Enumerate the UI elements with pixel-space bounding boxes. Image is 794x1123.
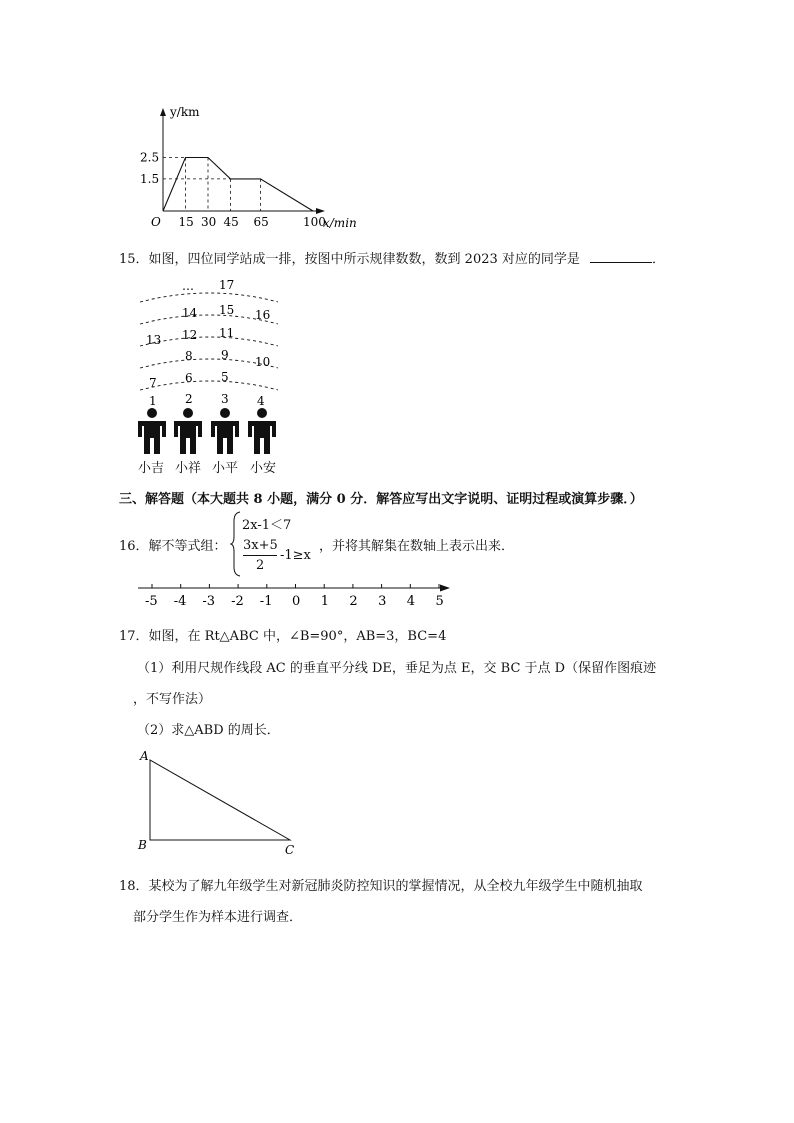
number-line-label: 4 bbox=[406, 594, 416, 609]
num-3: 3 bbox=[221, 392, 229, 406]
arc bbox=[140, 381, 278, 390]
vertex-c-label: C bbox=[285, 843, 295, 857]
vertex-a-label: A bbox=[140, 749, 149, 763]
q15-end: ． bbox=[652, 252, 666, 267]
q15-answer-blank[interactable] bbox=[590, 250, 652, 263]
brace bbox=[230, 511, 242, 577]
number-line-label: -2 bbox=[231, 594, 244, 609]
num-12: 12 bbox=[182, 328, 198, 342]
student-name-1: 小吉 bbox=[138, 461, 165, 476]
person-icon bbox=[138, 408, 166, 454]
inequality-1: 2x-1＜7 bbox=[242, 518, 292, 533]
x-axis-label: x/min bbox=[323, 216, 357, 230]
num-17: 17 bbox=[219, 278, 235, 292]
number-line-label: 0 bbox=[292, 594, 301, 609]
inequality-2-tail: -1≥x bbox=[280, 548, 311, 563]
x-tick-label: 65 bbox=[253, 215, 269, 229]
fraction-bar bbox=[243, 555, 277, 556]
number-line-label: -1 bbox=[259, 594, 273, 609]
x-tick-label: 45 bbox=[223, 215, 239, 229]
person-icon bbox=[211, 408, 239, 454]
number-line-label: 3 bbox=[378, 594, 387, 609]
student-name-2: 小祥 bbox=[175, 461, 202, 476]
counting-figure bbox=[130, 274, 290, 474]
number-line-arrow bbox=[440, 585, 450, 592]
student-name-3: 小平 bbox=[212, 461, 239, 476]
num-9: 9 bbox=[221, 348, 229, 362]
num-16: 16 bbox=[255, 308, 271, 322]
q17-part1: （1）利用尺规作线段 AC 的垂直平分线 DE，垂足为点 E，交 BC 于点 D（保留作图痕迹 bbox=[137, 661, 657, 676]
number-line bbox=[136, 582, 458, 610]
triangle-abc bbox=[150, 760, 290, 840]
num-15: 15 bbox=[219, 303, 235, 317]
x-tick-label: 100 bbox=[303, 215, 326, 229]
q15-text bbox=[119, 248, 665, 267]
y-axis-arrow bbox=[160, 108, 166, 116]
q18-line1: 18．某校为了解九年级学生对新冠肺炎防控知识的掌握情况，从全校九年级学生中随机抽取 bbox=[119, 879, 643, 894]
num-1: 1 bbox=[149, 394, 157, 408]
num-11: 11 bbox=[219, 326, 235, 340]
arc bbox=[140, 293, 278, 302]
x-axis-arrow bbox=[316, 208, 325, 214]
q15-stem: 15．如图，四位同学站成一排，按图中所示规律数数，数到 2023 对应的同学是 bbox=[119, 252, 580, 267]
number-line-label: 2 bbox=[349, 594, 358, 609]
person-icon bbox=[174, 408, 202, 454]
num-10: 10 bbox=[255, 355, 271, 369]
num-14: 14 bbox=[182, 306, 198, 320]
fraction-numerator: 3x+5 bbox=[243, 538, 278, 553]
section-heading: 三、解答题（本大题共 8 小题，满分 0 分．解答应写出文字说明、证明过程或演算步骤．） bbox=[119, 492, 643, 507]
num-8: 8 bbox=[185, 349, 193, 363]
x-tick-label: 15 bbox=[178, 215, 194, 229]
q18-line2: 部分学生作为样本进行调查． bbox=[133, 910, 303, 925]
num-7: 7 bbox=[149, 376, 157, 390]
num-ellipsis: … bbox=[182, 279, 194, 293]
triangle-figure bbox=[134, 748, 304, 858]
num-5: 5 bbox=[221, 370, 229, 384]
vertex-b-label: B bbox=[138, 838, 147, 852]
fraction-denominator: 2 bbox=[256, 558, 265, 573]
number-line-label: -3 bbox=[202, 594, 216, 609]
number-line-label: -5 bbox=[145, 594, 158, 609]
y-tick-label: 2.5 bbox=[140, 150, 160, 165]
number-line-label: 5 bbox=[435, 594, 444, 609]
distance-time-graph bbox=[130, 100, 370, 235]
num-6: 6 bbox=[185, 371, 193, 385]
q17-text: 17．如图，在 Rt△ABC 中，∠B=90°，AB=3，BC=4 bbox=[119, 629, 447, 644]
origin-label: O bbox=[151, 215, 161, 229]
number-line-label: -4 bbox=[173, 594, 187, 609]
q17-part1-cont: ，不写作法） bbox=[133, 692, 212, 707]
q16-tail: ，并将其解集在数轴上表示出来． bbox=[319, 539, 515, 554]
student-name-4: 小安 bbox=[250, 461, 277, 476]
num-4: 4 bbox=[257, 394, 265, 408]
q16-lead: 16．解不等式组： bbox=[119, 539, 227, 554]
number-line-label: 1 bbox=[320, 594, 329, 609]
q17-part2: （2）求△ABD 的周长． bbox=[137, 723, 280, 738]
num-2: 2 bbox=[185, 392, 193, 406]
x-tick-label: 30 bbox=[201, 215, 217, 229]
num-13: 13 bbox=[146, 333, 162, 347]
y-tick-label: 1.5 bbox=[140, 171, 160, 186]
y-axis-label: y/km bbox=[170, 105, 200, 119]
person-icon bbox=[248, 408, 276, 454]
